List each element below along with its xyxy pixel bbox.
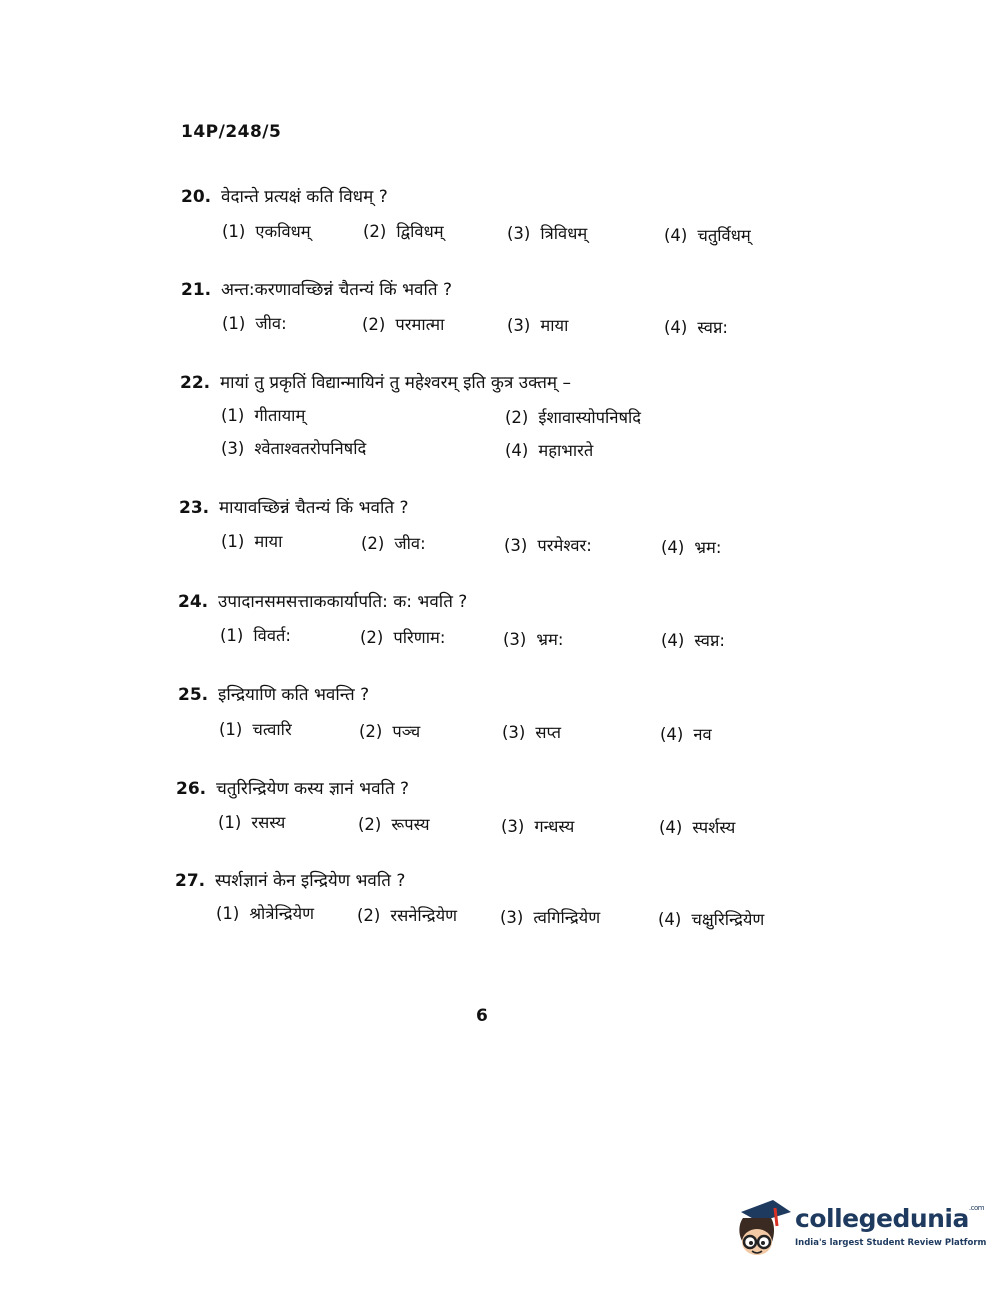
- option-2: (2) द्विविधम्: [363, 222, 444, 241]
- question-27: [175, 868, 405, 891]
- option-3: (3) त्रिविधम्: [507, 224, 588, 243]
- option-3: (3) माया: [507, 316, 569, 335]
- logo-tagline: India's largest Student Review Platform: [795, 1238, 987, 1248]
- paper-code: 14P/248/5: [181, 122, 282, 142]
- option-1: (1) चत्वारि: [219, 720, 292, 739]
- option-2: (2) परमात्मा: [362, 315, 445, 334]
- question-text: मायां तु प्रकृतिं विद्यान्मायिनं तु महेश्वरम् इति कुत्र उक्तम् –: [220, 373, 571, 393]
- option-3: (3) त्वगिन्द्रियेण: [500, 908, 601, 927]
- question-number: 27.: [175, 871, 206, 891]
- option-4: (4) चक्षुरिन्द्रियेण: [658, 910, 765, 929]
- question-text: अन्त:करणावच्छिन्नं चैतन्यं किं भवति ?: [221, 280, 453, 300]
- option-3: (3) भ्रम:: [503, 630, 564, 649]
- option-4: (4) महाभारते: [505, 441, 594, 460]
- option-4: (4) स्पर्शस्य: [659, 818, 736, 837]
- question-22: [180, 370, 571, 393]
- option-1: (1) विवर्त:: [220, 626, 291, 645]
- option-2: (2) रूपस्य: [358, 815, 430, 834]
- question-text: स्पर्शज्ञानं केन इन्द्रियेण भवति ?: [215, 871, 406, 891]
- mascot-icon: [735, 1196, 793, 1266]
- question-number: 22.: [180, 373, 211, 393]
- question-text: इन्द्रियाणि कति भवन्ति ?: [218, 685, 370, 705]
- question-26: [176, 776, 409, 799]
- question-number: 21.: [181, 280, 212, 300]
- option-1: (1) जीव:: [222, 314, 287, 333]
- question-24: [178, 589, 467, 612]
- option-4: (4) चतुर्विधम्: [664, 226, 751, 245]
- option-2: (2) पञ्च: [359, 722, 421, 741]
- collegedunia-logo: [735, 1196, 987, 1266]
- option-3: (3) परमेश्वर:: [504, 536, 592, 555]
- question-number: 26.: [176, 779, 207, 799]
- page-number: 6: [476, 1006, 488, 1026]
- option-2: (2) रसनेन्द्रियेण: [357, 906, 458, 925]
- option-4: (4) स्वप्न:: [661, 631, 725, 650]
- question-text: मायावच्छिन्नं चैतन्यं किं भवति ?: [219, 498, 409, 518]
- option-1: (1) एकविधम्: [222, 222, 311, 241]
- option-1: (1) रसस्य: [218, 813, 286, 832]
- option-2: (2) ईशावास्योपनिषदि: [505, 408, 642, 427]
- logo-wordmark: collegedunia$^{.com}$: [795, 1204, 985, 1233]
- question-number: 24.: [178, 592, 209, 612]
- option-2: (2) जीव:: [361, 534, 426, 553]
- question-21: [181, 277, 452, 300]
- option-1: (1) माया: [221, 532, 283, 551]
- question-20: [181, 184, 388, 207]
- option-4: (4) नव: [660, 725, 712, 744]
- question-number: 20.: [181, 187, 212, 207]
- option-2: (2) परिणाम:: [360, 628, 446, 647]
- option-1: (1) गीतायाम्: [221, 406, 306, 425]
- option-3: (3) सप्त: [502, 723, 562, 742]
- question-text: चतुरिन्द्रियेण कस्य ज्ञानं भवति ?: [216, 779, 410, 799]
- option-4: (4) स्वप्न:: [664, 318, 728, 337]
- question-25: [178, 682, 369, 705]
- question-text: उपादानसमसत्ताककार्यापति: क: भवति ?: [218, 592, 468, 612]
- option-3: (3) गन्धस्य: [501, 817, 575, 836]
- option-1: (1) श्रोत्रेन्द्रियेण: [216, 904, 315, 923]
- option-4: (4) भ्रम:: [661, 538, 722, 557]
- question-number: 23.: [179, 498, 210, 518]
- question-number: 25.: [178, 685, 209, 705]
- option-3: (3) श्वेताश्वतरोपनिषदि: [221, 439, 367, 458]
- question-23: [179, 495, 409, 518]
- question-text: वेदान्ते प्रत्यक्षं कति विधम् ?: [221, 187, 388, 207]
